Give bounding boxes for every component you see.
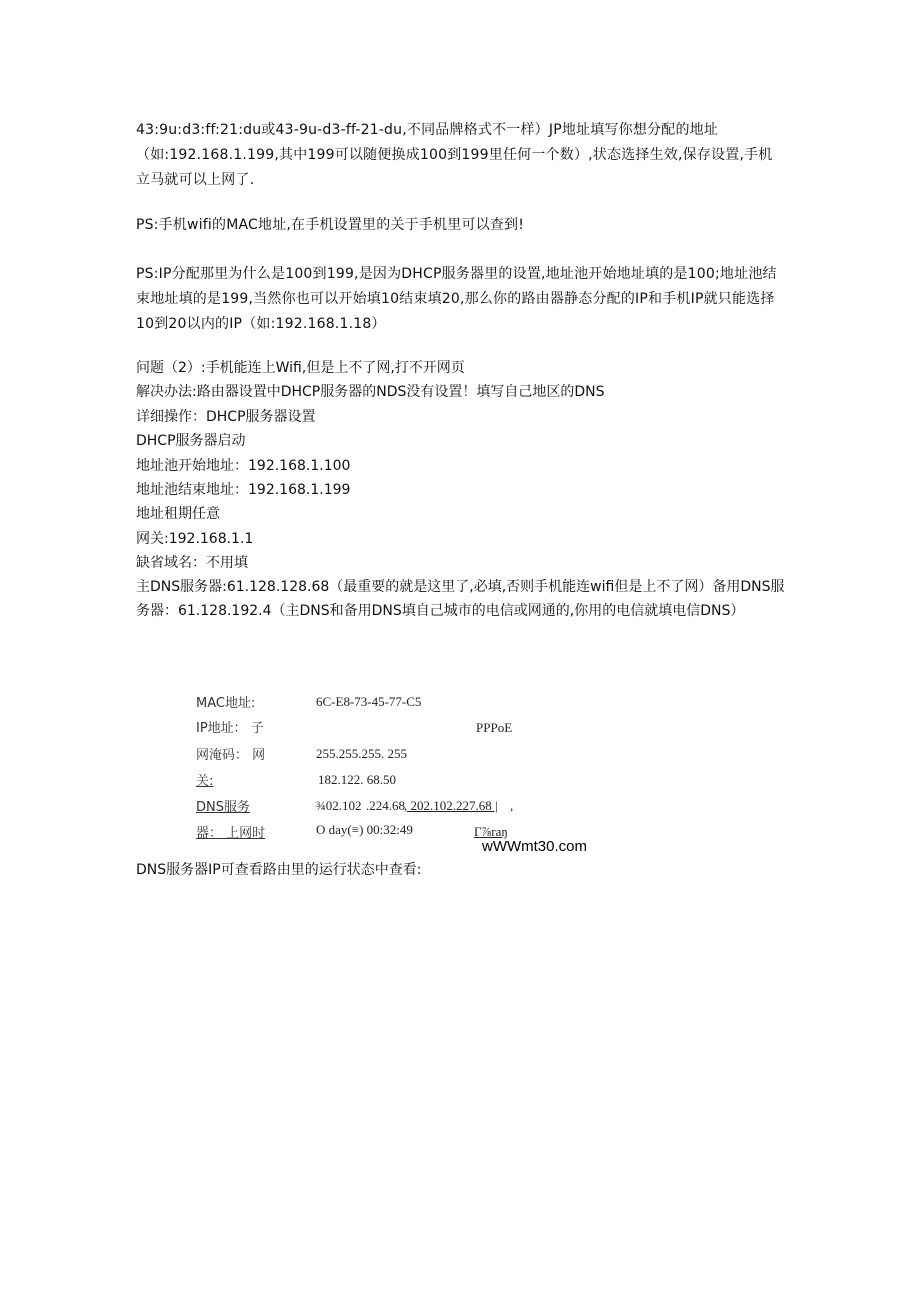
dns-value-part-b: .224.68: [366, 798, 405, 813]
mac-label: MAC地址:: [196, 696, 256, 711]
paragraph-ps-ip-range: PS:IP分配那里为什么是100到199,是因为DHCP服务器里的设置,地址池开始地址填的是100;地址池结束地址填的是199,当然你也可以开始填10结束填20,那么你的路由器静态分配的IP和手机IP就只能选择10到20以内的IP（如:192.168.1.18）: [136, 266, 777, 332]
dns-caption: DNS服务器IP可查看路由里的运行状态中查看:: [136, 862, 422, 878]
solution-line: 解决办法:路由器设置中DHCP服务器的NDS没有设置！填写自己地区的DNS: [136, 384, 605, 400]
detail-line: 详细操作：DHCP服务器设置: [136, 409, 316, 425]
dns-label: DNS服务: [196, 800, 250, 815]
uptime-label: 器： 上网时: [196, 826, 266, 841]
watermark-text: wWWmt30.com: [482, 838, 587, 855]
ip-label: IP地址： 子: [196, 721, 264, 736]
gateway-value: 182.122. 68.50: [318, 772, 396, 787]
uptime-value: O day(≡) 00:32:49: [316, 822, 413, 837]
gateway-label: 关:: [196, 774, 214, 789]
garbled-text: Γ⅞raŋ: [474, 824, 508, 839]
dns-value-part-d: ,: [510, 798, 514, 813]
dhcp-enable-line: DHCP服务器启动: [136, 433, 246, 449]
paragraph-mac-format: 43:9u:d3:ff:21:du或43-9u-d3-ff-21-du,不同品牌格式不一样）JP地址填写你想分配的地址（如:192.168.1.199,其中199可以随便换成100到199里任何一个数）,状态选择生效,保存设置,手机立马就可以上网了.: [136, 122, 773, 188]
gateway-line: 网关:192.168.1.1: [136, 531, 254, 547]
pool-start-line: 地址池开始地址：192.168.1.100: [136, 458, 351, 474]
default-domain-line: 缺省域名：不用填: [136, 555, 248, 571]
question-heading: 问题（2）:手机能连上Wifi,但是上不了网,打不开网页: [136, 360, 465, 376]
mac-value: 6C-E8-73-45-77-C5: [316, 694, 422, 709]
dns-value-part-a: ¾02.102: [316, 798, 362, 813]
wan-type-value: PPPoE: [476, 720, 513, 735]
subnet-mask-value: 255.255.255. 255: [316, 746, 407, 761]
subnet-mask-label: 网淹码： 网: [196, 748, 266, 763]
paragraph-ps-mac: PS:手机wifi的MAC地址,在手机设置里的关于手机里可以查到!: [136, 217, 525, 233]
dns-note-paragraph: 主DNS服务器:61.128.128.68（最重要的就是这里了,必填,否则手机能连wifi但是上不了网）备用DNS服务器：61.128.192.4（主DNS和备用DNS填自己城市的电信或网通的,你用的电信就填电信DNS）: [136, 579, 785, 619]
lease-line: 地址租期任意: [136, 506, 220, 522]
pool-end-line: 地址池结束地址：192.168.1.199: [136, 482, 351, 498]
dns-value-part-c: , 202.102.227.68 |: [404, 798, 498, 813]
